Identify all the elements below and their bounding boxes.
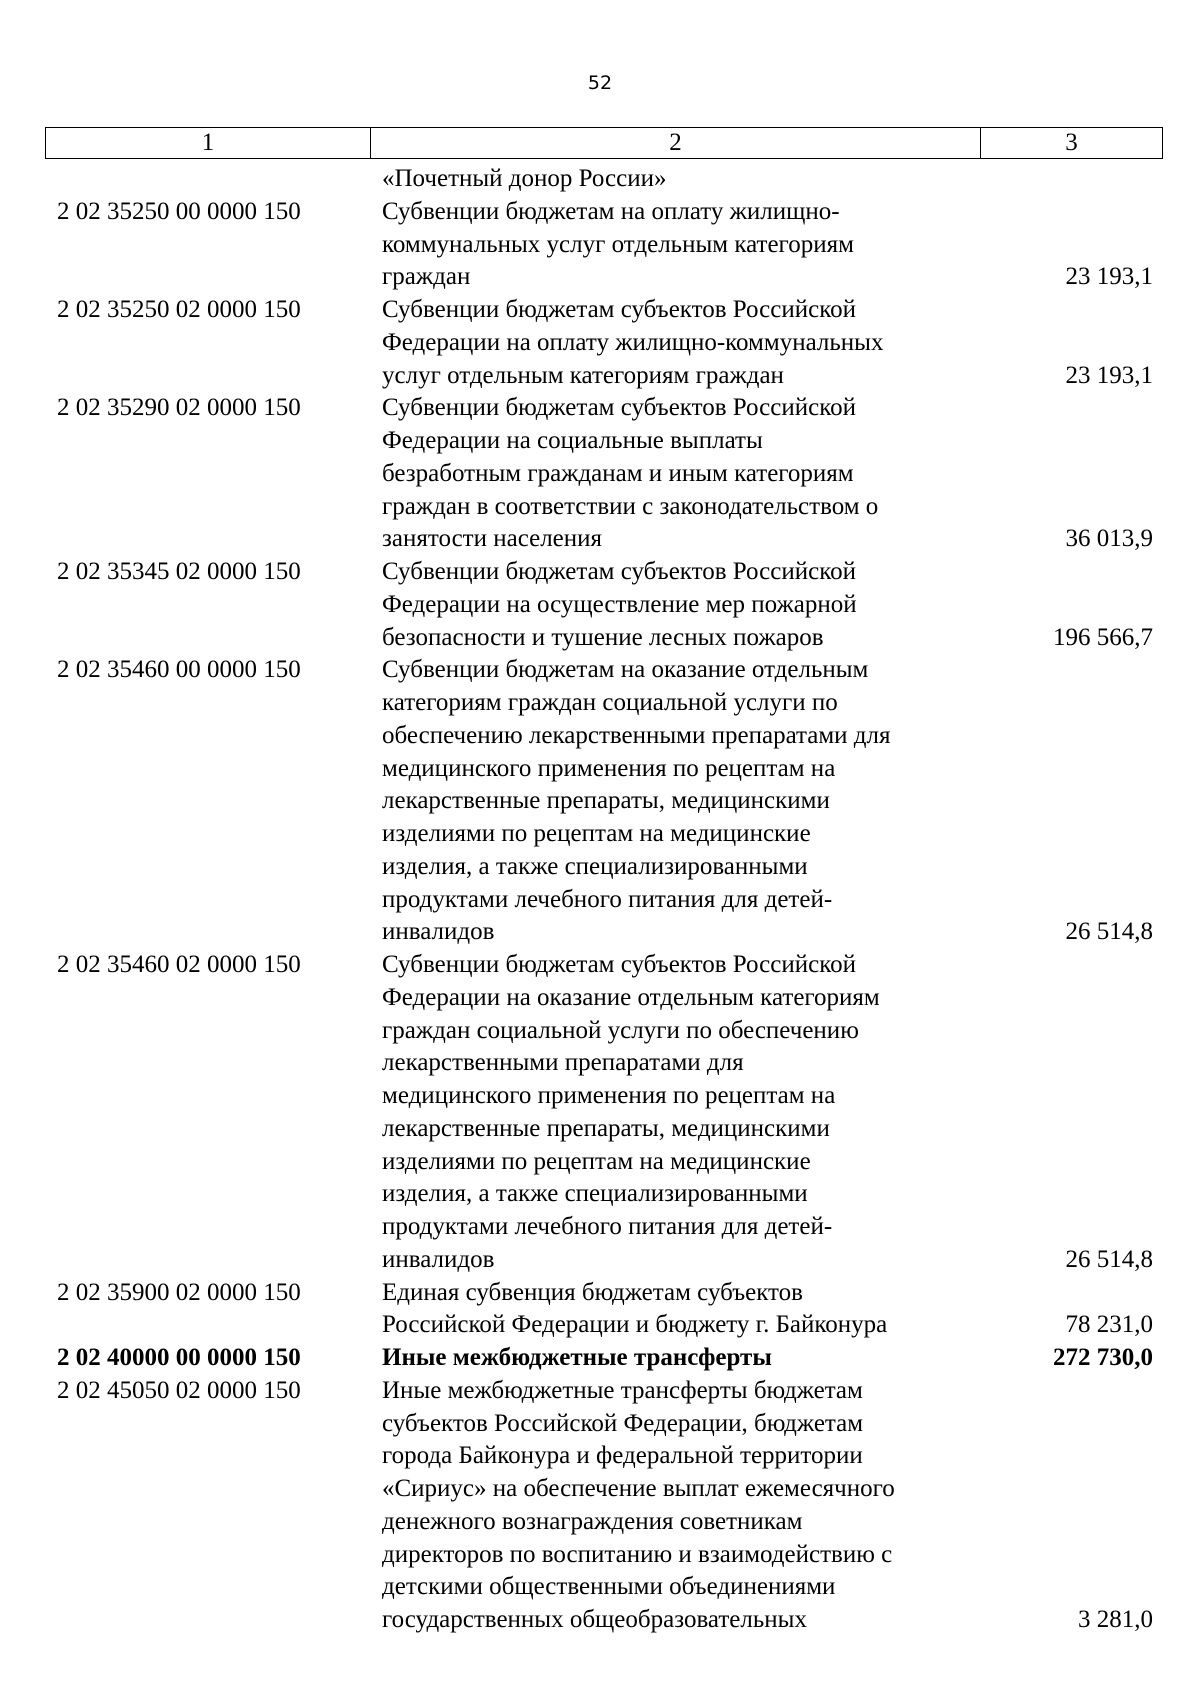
- item-name: Субвенции бюджетам на оплату жилищно- коммунальных услуг отдельным категориям граждан: [382, 197, 854, 291]
- item-name: Иные межбюджетные трансферты: [382, 1344, 772, 1371]
- table-row: [45, 163, 1163, 196]
- budget-code: 2 02 35345 02 0000 150: [57, 558, 301, 585]
- budget-code: 2 02 35460 00 0000 150: [57, 656, 301, 684]
- item-name: Субвенции бюджетам субъектов Российской Федерации на оказание отдельным категориям граждан социальной услуги по обеспечению лекарственными препаратами для медицинского применения по рецептам на лекарственные препараты, медицинскими изделиями по рецептам на медицинские изделия, а также специализированными продуктами лечебного питания для детей- инвалидов: [382, 951, 880, 1273]
- item-sum: 26 514,8: [1065, 1245, 1153, 1273]
- item-name: Субвенции бюджетам субъектов Российской Федерации на оплату жилищно-коммунальных услуг отдельным категориям граждан: [382, 296, 884, 389]
- item-sum: 23 193,1: [1065, 361, 1153, 389]
- table-row: [45, 1277, 1163, 1343]
- item-name: Иные межбюджетные трансферты бюджетам субъектов Российской Федерации, бюджетам города Байконура и федеральной территории «Сириус» на обеспечение выплат ежемесячного денежного вознаграждения советникам директоров по воспитанию и взаимодействию с детскими общественными объединениями государственных общеобразовательных: [382, 1376, 895, 1633]
- table-row: [45, 294, 1163, 392]
- budget-code: 2 02 35290 02 0000 150: [57, 394, 301, 422]
- budget-code: 2 02 35250 02 0000 150: [57, 296, 301, 323]
- table-header-col-1: 1: [46, 128, 371, 158]
- table-header-col-2: 2: [371, 128, 981, 158]
- table-body: [45, 163, 1163, 1637]
- table-row-total: [45, 1342, 1163, 1375]
- item-name: «Почетный донор России»: [382, 165, 667, 192]
- item-sum: 78 231,0: [1065, 1311, 1153, 1339]
- item-sum: 36 013,9: [1065, 525, 1153, 553]
- table-row: [45, 556, 1163, 654]
- table-row: [45, 392, 1163, 556]
- item-sum: 3 281,0: [1078, 1606, 1153, 1633]
- table-header: [45, 127, 1163, 159]
- budget-code: 2 02 35900 02 0000 150: [57, 1278, 301, 1306]
- item-name: Субвенции бюджетам на оказание отдельным категориям граждан социальной услуги по обеспечению лекарственными препаратами для медицинского применения по рецептам на лекарственные препараты, медицинскими изделиями по рецептам на медицинские изделия, а также специализированными продуктами лечебного питания для детей- инвалидов: [382, 656, 891, 946]
- item-sum: 23 193,1: [1065, 263, 1153, 291]
- table-row: [45, 1375, 1163, 1637]
- table-row: [45, 654, 1163, 949]
- item-sum: 272 730,0: [1053, 1344, 1153, 1371]
- item-sum: 196 566,7: [1053, 623, 1153, 651]
- page-number: 52: [587, 72, 613, 94]
- table-row: [45, 196, 1163, 294]
- item-name: Субвенции бюджетам субъектов Российской Федерации на социальные выплаты безработным гражданам и иным категориям граждан в соответствии с законодательством о занятости населения: [382, 394, 879, 553]
- budget-code: 2 02 40000 00 0000 150: [57, 1344, 301, 1371]
- budget-code: 2 02 35250 00 0000 150: [57, 197, 301, 225]
- budget-code: 2 02 35460 02 0000 150: [57, 951, 301, 978]
- table-row: [45, 949, 1163, 1277]
- budget-code: 2 02 45050 02 0000 150: [57, 1376, 301, 1404]
- table-header-col-3: 3: [1065, 129, 1078, 156]
- item-name: Субвенции бюджетам субъектов Российской Федерации на осуществление мер пожарной безопасности и тушение лесных пожаров: [382, 558, 857, 651]
- item-sum: 26 514,8: [1065, 918, 1153, 946]
- item-name: Единая субвенция бюджетам субъектов Российской Федерации и бюджету г. Байконура: [382, 1278, 888, 1339]
